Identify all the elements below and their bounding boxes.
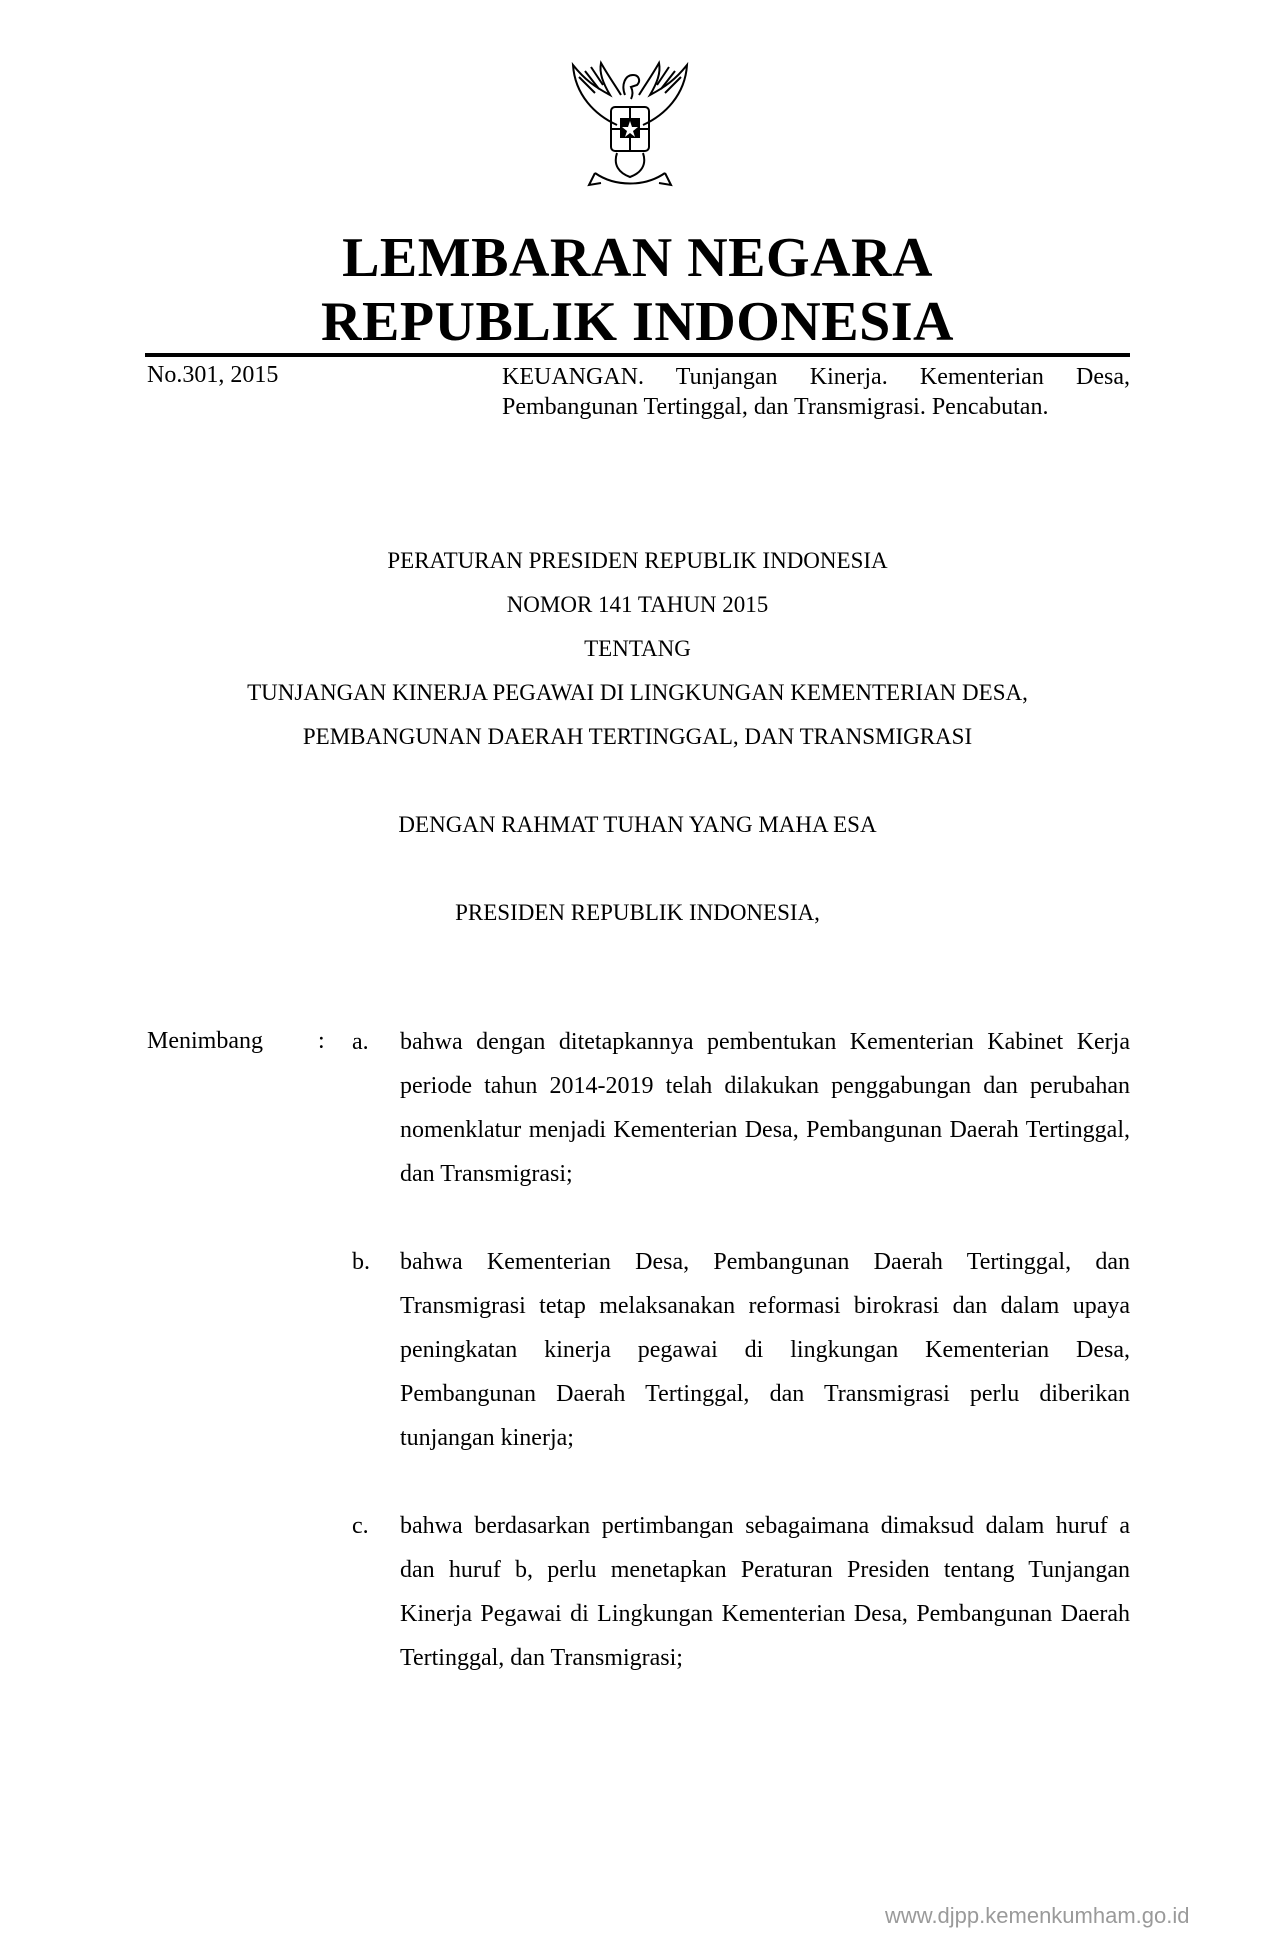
masthead-title: LEMBARAN NEGARA — [342, 227, 933, 289]
president-heading: PRESIDEN REPUBLIK INDONESIA, — [455, 900, 820, 925]
item-marker: c. — [352, 1513, 369, 1539]
menimbang-label: Menimbang — [147, 1028, 263, 1054]
regulation-title-line2: PEMBANGUNAN DAERAH TERTINGGAL, DAN TRANSMIGRASI — [302, 724, 973, 749]
consideration-item — [352, 1504, 1130, 1680]
item-marker: a. — [352, 1029, 369, 1055]
gazette-subject: KEUANGAN. Tunjangan Kinerja. Kementerian Desa, Pembangunan Tertinggal, dan Transmigrasi. Pencabutan. — [502, 364, 1130, 420]
regulation-title-line1: TUNJANGAN KINERJA PEGAWAI DI LINGKUNGAN KEMENTERIAN DESA, — [247, 680, 1028, 705]
regulation-number: NOMOR 141 TAHUN 2015 — [506, 592, 769, 617]
gazette-number: No.301, 2015 — [147, 362, 279, 388]
consideration-item — [352, 1020, 1130, 1196]
masthead-rule — [145, 353, 1130, 357]
item-text: bahwa Kementerian Desa, Pembangunan Daerah Tertinggal, dan Transmigrasi tetap melaksanakan reformasi birokrasi dan dalam upaya peningkatan kinerja pegawai di lingkungan Kementerian Desa, Pembangunan Daerah Tertinggal, dan Transmigrasi perlu diberikan tunjangan kinerja; — [400, 1249, 1130, 1451]
menimbang-colon: : — [318, 1028, 325, 1054]
masthead-subtitle: REPUBLIK INDONESIA — [321, 291, 954, 353]
invocation: DENGAN RAHMAT TUHAN YANG MAHA ESA — [398, 812, 877, 837]
footer-url: www.djpp.kemenkumham.go.id — [885, 1903, 1190, 1928]
regulation-type: PERATURAN PRESIDEN REPUBLIK INDONESIA — [387, 548, 888, 573]
regulation-about: TENTANG — [584, 636, 691, 661]
item-text: bahwa berdasarkan pertimbangan sebagaimana dimaksud dalam huruf a dan huruf b, perlu menetapkan Peraturan Presiden tentang Tunjangan Kinerja Pegawai di Lingkungan Kementerian Desa, Pembangunan Daerah Tertinggal, dan Transmigrasi; — [400, 1513, 1130, 1671]
item-marker: b. — [352, 1249, 370, 1275]
item-text: bahwa dengan ditetapkannya pembentukan Kementerian Kabinet Kerja periode tahun 2014-2019 telah dilakukan penggabungan dan perubahan nomenklatur menjadi Kementerian Desa, Pembangunan Daerah Tertinggal, dan Transmigrasi; — [400, 1029, 1130, 1187]
garuda-pancasila-emblem-icon — [555, 55, 705, 205]
consideration-item — [352, 1240, 1130, 1460]
